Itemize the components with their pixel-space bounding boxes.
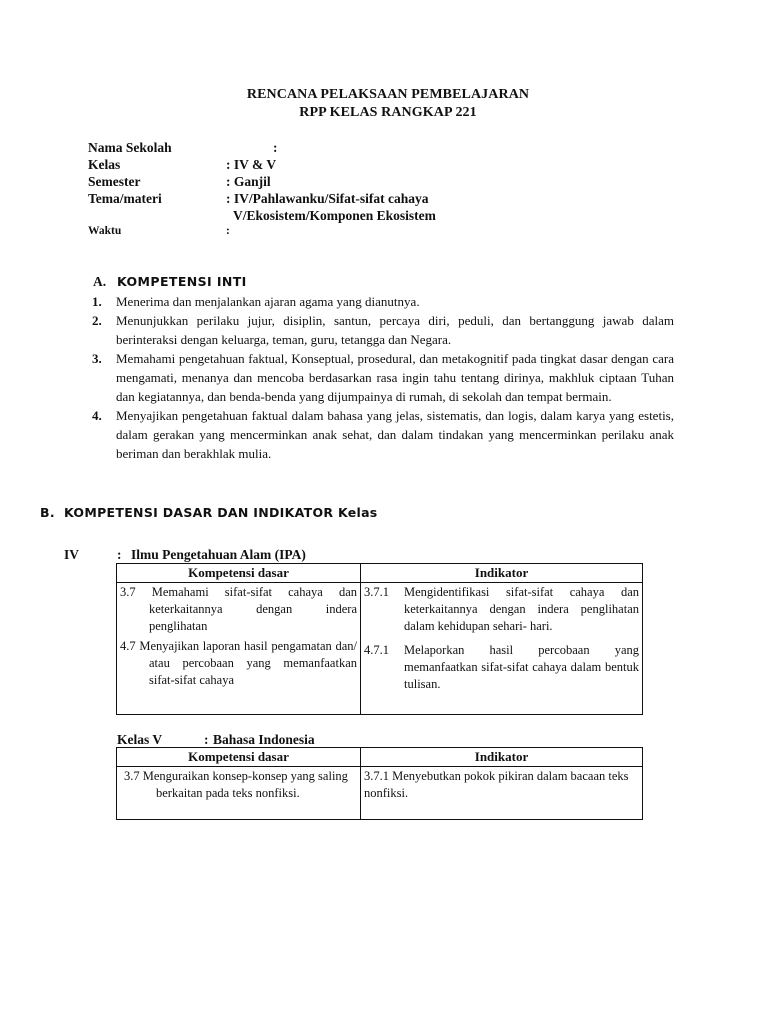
identity-label: Nama Sekolah bbox=[88, 140, 172, 155]
section-letter: A. bbox=[93, 274, 107, 289]
class-subject: Bahasa Indonesia bbox=[213, 732, 315, 747]
list-item bbox=[92, 311, 674, 349]
core-competency-list bbox=[92, 292, 674, 463]
class-label: Kelas V bbox=[117, 732, 163, 747]
item-text: Menerima dan menjalankan ajaran agama yang dianutnya. bbox=[116, 294, 420, 309]
column-header-indicator: Indikator bbox=[361, 748, 643, 767]
basic-competency-item bbox=[120, 638, 357, 689]
identity-value: : Ganjil bbox=[226, 174, 271, 189]
class-subject: Ilmu Pengetahuan Alam (IPA) bbox=[131, 547, 306, 562]
competency-text: Menyajikan laporan hasil pengamatan dan/ atau percobaan yang memanfaatkan sifat-sifat cahaya bbox=[139, 639, 357, 687]
item-number: 3. bbox=[92, 351, 102, 366]
item-text: Menunjukkan perilaku jujur, disiplin, santun, percaya diri, peduli, dan bertanggung jawab dalam berinteraksi dengan keluarga, teman, guru, tetangga dan Negara. bbox=[116, 313, 674, 347]
competency-code: 3.7 bbox=[120, 585, 136, 599]
item-text: Menyajikan pengetahuan faktual dalam bahasa yang jelas, sistematis, dan logis, dalam karya yang estetis, dalam gerakan yang mencerminkan anak sehat, dan dalam tindakan yang mencerminkan perilaku anak beriman dan berakhlak mulia. bbox=[116, 408, 674, 461]
item-number: 1. bbox=[92, 294, 102, 309]
identity-value: : bbox=[273, 140, 278, 155]
list-item bbox=[92, 349, 674, 406]
indicator-code: 4.7.1 bbox=[364, 643, 389, 657]
indicator-code: 3.7.1 bbox=[364, 769, 389, 783]
list-item bbox=[92, 292, 674, 311]
class-colon: : bbox=[204, 732, 209, 747]
competency-text: Memahami sifat-sifat cahaya dan keterkaitannya dengan indera penglihatan bbox=[149, 585, 357, 633]
list-item bbox=[92, 406, 674, 463]
class-iv-competency-table bbox=[116, 563, 643, 715]
column-header-indicator: Indikator bbox=[361, 564, 643, 583]
section-title: KOMPETENSI DASAR DAN INDIKATOR Kelas bbox=[64, 505, 378, 520]
identity-value: : IV/Pahlawanku/Sifat-sifat cahaya bbox=[226, 191, 429, 206]
section-letter: B. bbox=[40, 505, 55, 520]
basic-competency-cell bbox=[117, 583, 361, 715]
identity-label: Semester bbox=[88, 174, 141, 189]
section-title: KOMPETENSI INTI bbox=[117, 274, 247, 289]
identity-label: Waktu bbox=[88, 225, 122, 237]
identity-value: : IV & V bbox=[226, 157, 277, 172]
competency-text: Menguraikan konsep-konsep yang saling berkaitan pada teks nonfiksi. bbox=[142, 769, 348, 800]
indicator-text: Melaporkan hasil percobaan yang memanfaatkan sifat-sifat cahaya dalam bentuk tulisan. bbox=[404, 643, 639, 691]
basic-competency-cell bbox=[117, 767, 361, 820]
document-subtitle: RPP KELAS RANGKAP 221 bbox=[299, 105, 477, 120]
item-number: 4. bbox=[92, 408, 102, 423]
document-title: RENCANA PELAKSAAN PEMBELAJARAN bbox=[246, 87, 530, 102]
indicator-item bbox=[364, 768, 639, 802]
identity-label: Kelas bbox=[88, 157, 121, 172]
competency-code: 3.7 bbox=[124, 769, 140, 783]
indicator-code: 3.7.1 bbox=[364, 585, 389, 599]
column-header-basic-competency: Kompetensi dasar bbox=[117, 748, 361, 767]
indicator-cell bbox=[361, 583, 643, 715]
basic-competency-item bbox=[124, 768, 357, 802]
class-label: IV bbox=[64, 547, 80, 562]
class-colon: : bbox=[117, 547, 122, 562]
item-number: 2. bbox=[92, 313, 102, 328]
basic-competency-item bbox=[120, 584, 357, 635]
section-b-heading bbox=[40, 505, 378, 520]
competency-code: 4.7 bbox=[120, 639, 136, 653]
identity-value: V/Ekosistem/Komponen Ekosistem bbox=[233, 208, 436, 223]
indicator-text: Mengidentifikasi sifat-sifat cahaya dan keterkaitannya dengan indera penglihatan dalam kehidupan sehari- hari. bbox=[404, 585, 639, 633]
identity-value: : bbox=[226, 225, 230, 237]
class-v-competency-table bbox=[116, 747, 643, 820]
identity-label: Tema/materi bbox=[88, 191, 162, 206]
item-text: Memahami pengetahuan faktual, Konseptual, prosedural, dan metakognitif pada tingkat dasar dengan cara mengamati, menanya dan mencoba berdasarkan rasa ingin tahu tentang dirinya, makhluk ciptaan Tuhan dan kegiatannya, dan benda-benda yang dijumpainya di rumah, di sekolah dan tempat bermain. bbox=[116, 351, 674, 404]
indicator-item bbox=[364, 642, 639, 693]
column-header-basic-competency: Kompetensi dasar bbox=[117, 564, 361, 583]
indicator-text: Menyebutkan pokok pikiran dalam bacaan teks nonfiksi. bbox=[364, 769, 629, 800]
indicator-item bbox=[364, 584, 639, 635]
indicator-cell bbox=[361, 767, 643, 820]
